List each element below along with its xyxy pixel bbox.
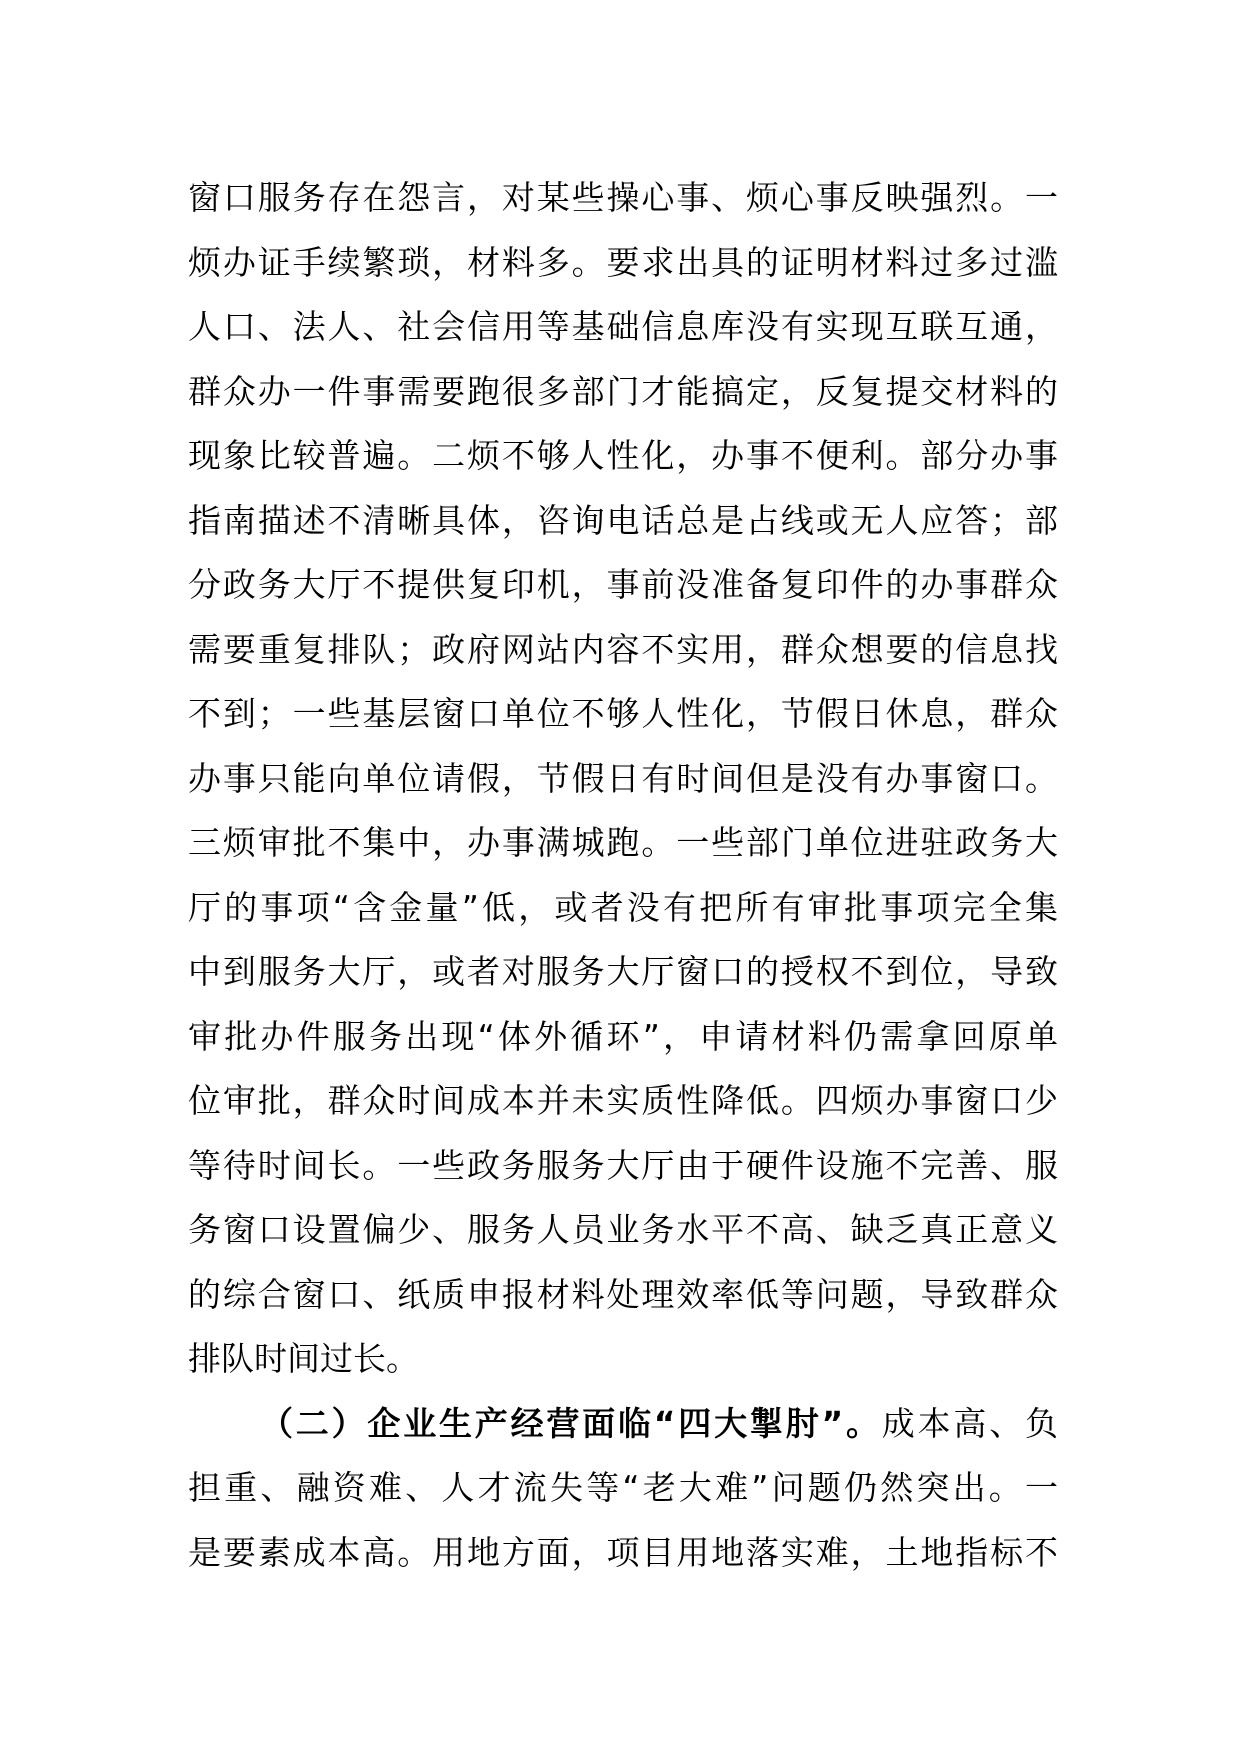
section-heading-line xyxy=(188,1392,1058,1457)
text-line: 指南描述不清晰具体，咨询电话总是占线或无人应答；部 xyxy=(188,500,1058,540)
text-line: 的综合窗口、纸质申报材料处理效率低等问题，导致群众 xyxy=(188,1274,1058,1314)
text-line: 需要重复排队；政府网站内容不实用，群众想要的信息找 xyxy=(188,629,1058,669)
text-line: 务窗口设置偏少、服务人员业务水平不高、缺乏真正意义 xyxy=(188,1210,1058,1249)
text-line: 位审批，群众时间成本并未实质性降低。四烦办事窗口少 xyxy=(188,1081,1058,1120)
text-line: 三烦审批不集中，办事满城跑。一些部门单位进驻政务大 xyxy=(188,823,1058,862)
text-line: 现象比较普遍。二烦不够人性化，办事不便利。部分办事 xyxy=(188,436,1058,475)
text-line: 不到；一些基层窗口单位不够人性化，节假日休息，群众 xyxy=(188,694,1058,733)
text-line: 群众办一件事需要跑很多部门才能搞定，反复提交材料的 xyxy=(188,371,1058,411)
section-heading-rest: 成本高、负 xyxy=(881,1403,1058,1443)
text-line: 担重、融资难、人才流失等“老大难”问题仍然突出。一 xyxy=(188,1468,1058,1507)
text-line: 窗口服务存在怨言，对某些操心事、烦心事反映强烈。一 xyxy=(188,178,1058,217)
text-line: 排队时间过长。 xyxy=(188,1339,419,1378)
text-line: 人口、法人、社会信用等基础信息库没有实现互联互通， xyxy=(188,307,1058,346)
text-line: 是要素成本高。用地方面，项目用地落实难，土地指标不 xyxy=(188,1532,1058,1572)
section-heading: （二）企业生产经营面临“四大掣肘”。 xyxy=(260,1403,882,1443)
text-line: 烦办证手续繁琐，材料多。要求出具的证明材料过多过滥 xyxy=(188,242,1058,282)
text-line: 审批办件服务出现“体外循环”，申请材料仍需拿回原单 xyxy=(188,1016,1058,1056)
body-text xyxy=(188,166,1058,1585)
text-line: 分政务大厅不提供复印机，事前没准备复印件的办事群众 xyxy=(188,565,1058,604)
text-line: 办事只能向单位请假，节假日有时间但是没有办事窗口。 xyxy=(188,758,1058,798)
text-line: 厅的事项“含金量”低，或者没有把所有审批事项完全集 xyxy=(188,887,1058,927)
text-line: 等待时间长。一些政务服务大厅由于硬件设施不完善、服 xyxy=(188,1145,1058,1185)
text-line: 中到服务大厅，或者对服务大厅窗口的授权不到位，导致 xyxy=(188,952,1058,991)
